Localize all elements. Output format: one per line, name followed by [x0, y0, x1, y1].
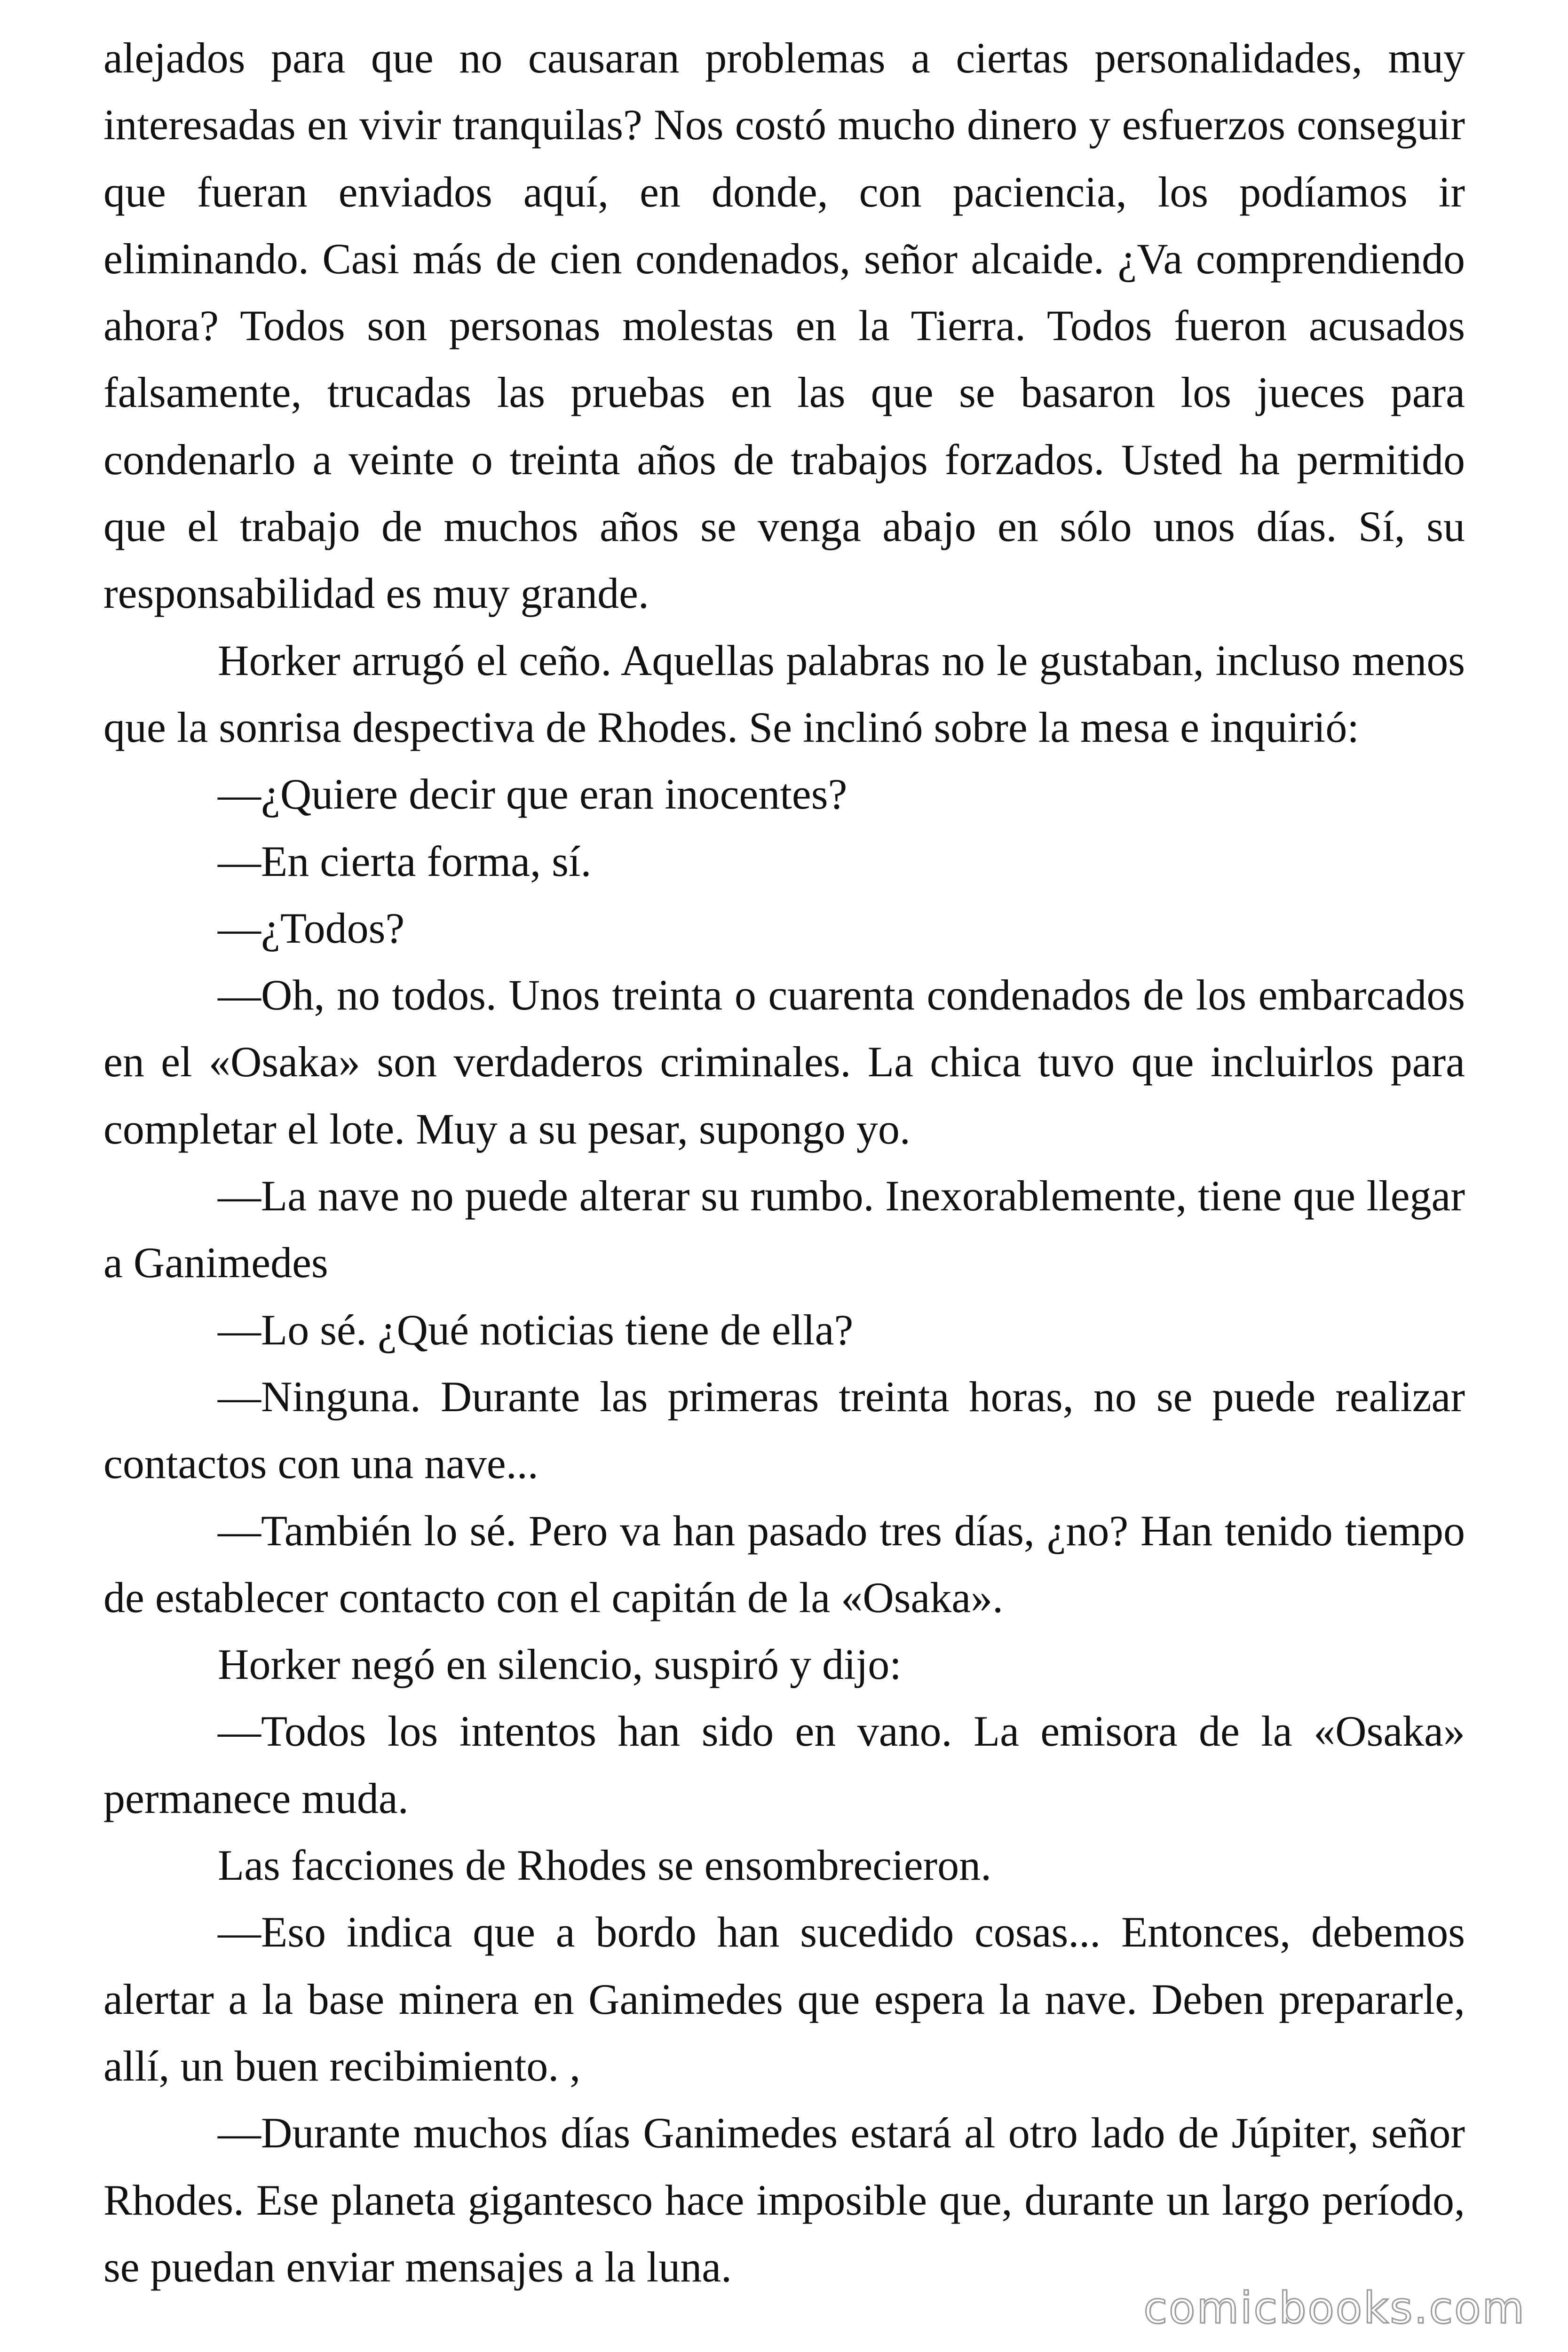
dialogue-line: —Lo sé. ¿Qué noticias tiene de ella? — [218, 1305, 854, 1354]
watermark: comicbooks.com — [1143, 2283, 1526, 2333]
dialogue-line: —Todos los intentos han sido en vano. La emisora de la «Osaka» permanece muda. — [103, 1707, 1465, 1822]
dialogue-line: —¿Quiere decir que eran inocentes? — [218, 770, 847, 818]
dialogue-line: —En cierta forma, sí. — [218, 837, 592, 885]
paragraph-horker-frowns: Horker arrugó el ceño. Aquellas palabras no le gustaban, incluso menos que la sonrisa despectiva de Rhodes. Se inclinó sobre la mesa e inquirió: — [103, 636, 1465, 751]
dialogue-line: —La nave no puede alterar su rumbo. Inexorablemente, tiene que llegar a Ganimedes — [103, 1172, 1465, 1287]
dialogue-line: —También lo sé. Pero va han pasado tres días, ¿no? Han tenido tiempo de establecer contacto con el capitán de la «Osaka». — [103, 1506, 1465, 1621]
dialogue-line: —Ninguna. Durante las primeras treinta horas, no se puede realizar contactos con una nave... — [103, 1372, 1465, 1488]
dialogue-line: —¿Todos? — [218, 904, 405, 952]
dialogue-line: —Eso indica que a bordo han sucedido cosas... Entonces, debemos alertar a la base minera en Ganimedes que espera la nave. Deben prepararle, allí, un buen recibimiento. , — [103, 1908, 1465, 2090]
paragraph-continuation: alejados para que no causaran problemas a ciertas personalidades, muy interesadas en vivir tranquilas? Nos costó mucho dinero y esfuerzos conseguir que fueran enviados aquí, en donde, con paciencia, los podíamos ir eliminando. Casi más de cien condenados, señor alcaide. ¿Va comprendiendo ahora? Todos son personas molestas en la Tierra. Todos fueron acusados falsamente, trucadas las pruebas en las que se basaron los jueces para condenarlo a veinte o treinta años de trabajos forzados. Usted ha permitido que el trabajo de muchos años se venga abajo en sólo unos días. Sí, su responsabilidad es muy grande. — [103, 34, 1465, 618]
page-body — [103, 24, 1465, 2300]
dialogue-line: —Oh, no todos. Unos treinta o cuarenta condenados de los embarcados en el «Osaka» son verdaderos criminales. La chica tuvo que incluirlos para completar el lote. Muy a su pesar, supongo yo. — [103, 971, 1465, 1153]
dialogue-line: —Durante muchos días Ganimedes estará al otro lado de Júpiter, señor Rhodes. Ese planeta gigantesco hace imposible que, durante un largo período, se puedan enviar mensajes a la luna. — [103, 2109, 1465, 2291]
narration-line: Las facciones de Rhodes se ensombrecieron. — [218, 1841, 992, 1890]
narration-line: Horker negó en silencio, suspiró y dijo: — [218, 1640, 902, 1689]
